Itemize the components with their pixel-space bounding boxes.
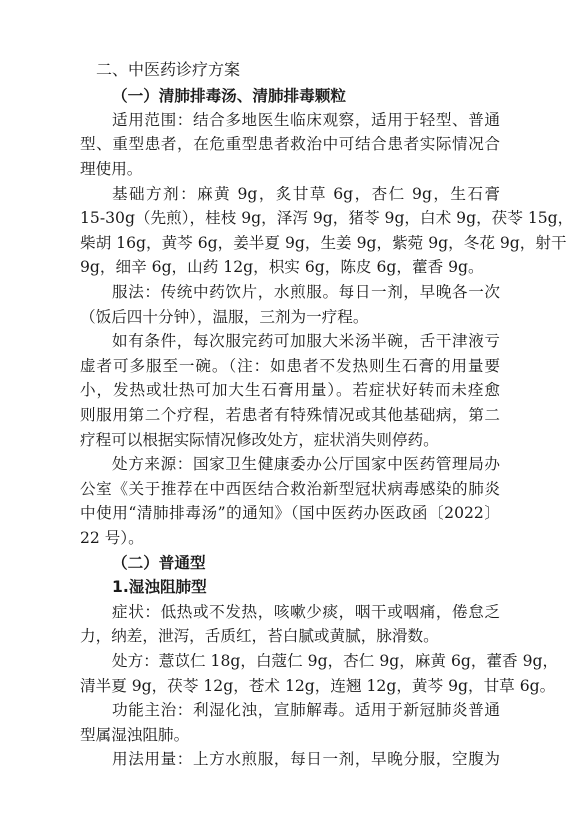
- paragraph-line: 柴胡 16g，黄芩 6g，姜半夏 9g，生姜 9g，紫菀 9g，冬花 9g，射干: [80, 234, 567, 252]
- section-title: 二、中医药诊疗方案: [96, 60, 241, 79]
- paragraph-line: 如有条件，每次服完药可加服大米汤半碗，舌干津液亏: [112, 332, 500, 350]
- subsection-title: （二）普通型: [112, 554, 206, 572]
- paragraph-line: 处方：薏苡仁 18g，白蔻仁 9g，杏仁 9g，麻黄 6g，藿香 9g，: [112, 652, 559, 670]
- paragraph-line: 则服用第二个疗程，若患者有特殊情况或其他基础病，第二: [80, 406, 500, 424]
- paragraph-line: 处方来源：国家卫生健康委办公厅国家中医药管理局办: [112, 455, 500, 473]
- item-title: 1.湿浊阻肺型: [112, 578, 207, 596]
- paragraph-line: 15-30g（先煎），桂枝 9g，泽泻 9g，猪苓 9g，白术 9g，茯苓 15g，: [80, 209, 574, 227]
- paragraph-line: 基础方剂：麻黄 9g，炙甘草 6g，杏仁 9g，生石膏: [112, 185, 500, 203]
- paragraph-line: 22 号）。: [80, 529, 144, 547]
- paragraph-line: 9g，细辛 6g，山药 12g，枳实 6g，陈皮 6g，藿香 9g。: [80, 258, 484, 276]
- paragraph-line: 用法用量：上方水煎服，每日一剂，早晚分服，空腹为: [112, 750, 500, 768]
- paragraph-line: （饭后四十分钟），温服，三剂为一疗程。: [80, 308, 369, 326]
- paragraph-line: 清半夏 9g，茯苓 12g，苍术 12g，连翘 12g，黄芩 9g，甘草 6g。: [80, 677, 556, 695]
- paragraph-line: 小，发热或壮热可加大生石膏用量）。若症状好转而未痊愈: [80, 381, 500, 399]
- paragraph-line: 适用范围：结合多地医生临床观察，适用于轻型、普通: [112, 111, 500, 129]
- paragraph-line: 型、重型患者，在危重型患者救治中可结合患者实际情况合: [80, 135, 500, 153]
- paragraph-line: 疗程可以根据实际情况修改处方，症状消失则停药。: [80, 431, 439, 449]
- paragraph-line: 虚者可多服至一碗。（注：如患者不发热则生石膏的用量要: [80, 357, 500, 375]
- paragraph-line: 中使用“清肺排毒汤”的通知》（国中医药办医政函〔2022〕: [80, 504, 500, 522]
- paragraph-line: 症状：低热或不发热，咳嗽少痰，咽干或咽痛，倦怠乏: [112, 603, 500, 621]
- paragraph-line: 力，纳差，泄泻，舌质红，苔白腻或黄腻，脉滑数。: [80, 627, 439, 645]
- subsection-title: （一）清肺排毒汤、清肺排毒颗粒: [112, 87, 346, 105]
- paragraph-line: 服法：传统中药饮片，水煎服。每日一剂，早晚各一次: [112, 283, 500, 301]
- paragraph-line: 公室《关于推荐在中西医结合救治新型冠状病毒感染的肺炎: [80, 480, 500, 498]
- paragraph-line: 理使用。: [80, 160, 143, 178]
- paragraph-line: 功能主治：利湿化浊，宣肺解毒。适用于新冠肺炎普通: [112, 701, 500, 719]
- paragraph-line: 型属湿浊阻肺。: [80, 726, 190, 744]
